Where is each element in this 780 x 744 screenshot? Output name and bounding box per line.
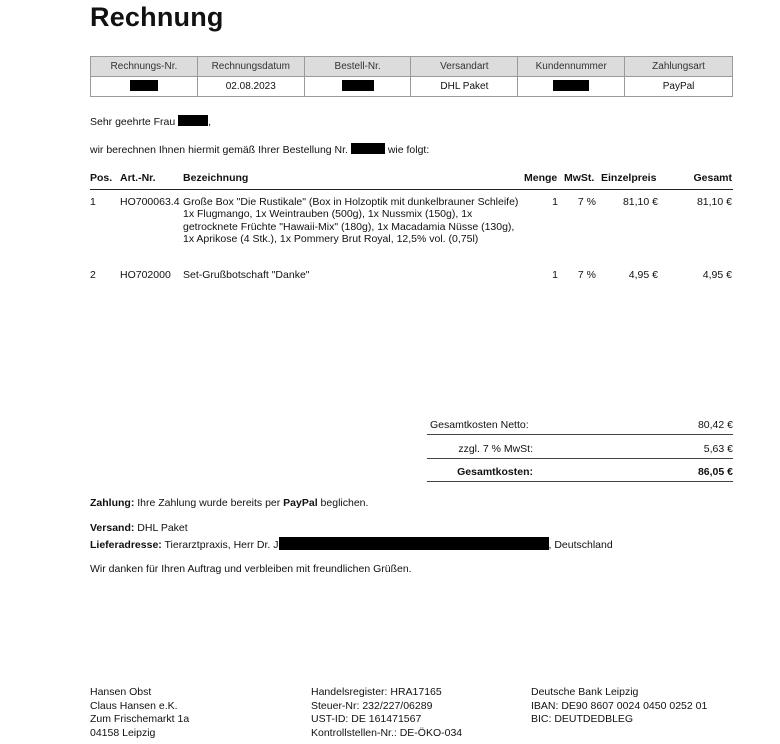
meta-invoice-no: [91, 77, 198, 97]
payment-text-end: beglichen.: [320, 497, 369, 509]
row1-pos: 1: [90, 196, 96, 208]
closing-text: Wir danken für Ihren Auftrag und verbleiben mit freundlichen Grüßen.: [90, 563, 412, 575]
row2-unit: 4,95 €: [628, 269, 658, 281]
payment-label: Zahlung:: [90, 497, 135, 509]
meta-header-invoice-no: Rechnungs-Nr.: [91, 57, 198, 77]
row2-total: 4,95 €: [702, 269, 732, 281]
payment-text: Ihre Zahlung wurde bereits per: [137, 497, 281, 509]
gross-label: Gesamtkosten:: [457, 466, 533, 478]
header-divider: [90, 189, 733, 190]
footer-line: Claus Hansen e.K.: [90, 699, 178, 712]
row1-total: 81,10 €: [696, 196, 732, 208]
address-line: [90, 537, 613, 551]
net-value: 80,42 €: [697, 419, 733, 431]
footer-line: Kontrollstellen-Nr.: DE-ÖKO-034: [311, 726, 463, 739]
row2-qty: 1: [552, 269, 558, 281]
redaction-bar: [342, 80, 374, 91]
row1-vat: 7 %: [577, 196, 596, 208]
col-header-unit: Einzelpreis: [601, 172, 657, 184]
footer-line: IBAN: DE90 8607 0024 0450 0252 01: [531, 699, 708, 712]
footer-line: Deutsche Bank Leipzig: [531, 686, 639, 698]
row2-pos: 2: [90, 269, 96, 281]
vat-value: 5,63 €: [703, 443, 733, 455]
address-text-end: , Deutschland: [548, 539, 613, 551]
address-label: Lieferadresse:: [90, 539, 162, 551]
net-label: Gesamtkosten Netto:: [430, 419, 529, 431]
footer-line: Zum Frischemarkt 1a: [90, 713, 190, 725]
footer-registry: [311, 686, 462, 740]
meta-payment: PayPal: [625, 77, 733, 97]
shipping-value: DHL Paket: [137, 522, 188, 534]
footer-line: BIC: DEUTDEDBLEG: [531, 713, 634, 725]
col-header-total: Gesamt: [693, 172, 732, 184]
redaction-bar: [178, 115, 208, 126]
col-header-desc: Bezeichnung: [183, 172, 249, 184]
invoice-meta-table: [90, 56, 733, 97]
col-header-art: Art.-Nr.: [120, 172, 156, 184]
row2-art: HO702000: [120, 269, 171, 281]
footer-line: Steuer-Nr: 232/227/06289: [311, 699, 433, 712]
row1-unit: 81,10 €: [622, 196, 658, 208]
intro-text: wir berechnen Ihnen hiermit gemäß Ihrer Bestellung Nr.: [90, 144, 348, 156]
redaction-bar: [553, 80, 589, 91]
col-header-qty: Menge: [524, 172, 558, 184]
totals-divider: [427, 458, 733, 459]
invoice-title: Rechnung: [90, 2, 224, 32]
address-text: Tierarztpraxis, Herr Dr. J: [164, 539, 279, 551]
payment-method: PayPal: [283, 497, 318, 509]
footer-line: Hansen Obst: [90, 686, 152, 698]
col-header-pos: Pos.: [90, 172, 113, 184]
redaction-bar: [279, 537, 549, 550]
meta-invoice-date: 02.08.2023: [197, 77, 304, 97]
meta-header-payment: Zahlungsart: [625, 57, 733, 77]
row2-vat: 7 %: [577, 269, 596, 281]
meta-order-no: [304, 77, 411, 97]
intro-line: [90, 143, 429, 156]
meta-header-shipping: Versandart: [411, 57, 518, 77]
footer-company: [90, 686, 189, 740]
vat-label: zzgl. 7 % MwSt:: [458, 443, 533, 455]
meta-shipping: DHL Paket: [411, 77, 518, 97]
row1-desc: Große Box "Die Rustikale" (Box in Holzoptik mit dunkelbrauner Schleife) 1x Flugmango, 1x Weintrauben (500g), 1x Nussmix (150g), 1x getrocknete Früchte "Hawaii-Mix" (180g), 1x Macadamia Nüsse (130g), 1x Aprikose (4 Stk.), 1x Pommery Brut Royal, 12,5% vol. (0,75l): [183, 196, 519, 246]
row1-art: HO700063.4: [120, 196, 180, 208]
shipping-line: [90, 522, 188, 534]
salutation-line: Sehr geehrte Frau ,: [90, 116, 212, 128]
col-header-vat: MwSt.: [564, 172, 595, 184]
gross-value: 86,05 €: [697, 466, 733, 478]
shipping-label: Versand:: [90, 522, 135, 534]
meta-header-invoice-date: Rechnungsdatum: [197, 57, 304, 77]
payment-line: [90, 497, 368, 509]
meta-header-order-no: Bestell-Nr.: [304, 57, 411, 77]
meta-customer-no: [518, 77, 625, 97]
footer-line: UST-ID: DE 161471567: [311, 713, 422, 725]
totals-divider: [427, 434, 733, 435]
row2-desc: Set-Grußbotschaft "Danke": [183, 269, 310, 281]
meta-header-customer-no: Kundennummer: [518, 57, 625, 77]
footer-line: Handelsregister: HRA17165: [311, 686, 442, 698]
intro-text-end: wie folgt:: [387, 144, 430, 156]
footer-line: 04158 Leipzig: [90, 726, 156, 739]
row1-qty: 1: [552, 196, 558, 208]
redaction-bar: [130, 80, 158, 91]
redaction-bar: [351, 143, 385, 154]
salutation: Sehr geehrte Frau: [90, 116, 176, 128]
totals-divider: [427, 481, 733, 482]
footer-bank: [531, 686, 707, 727]
